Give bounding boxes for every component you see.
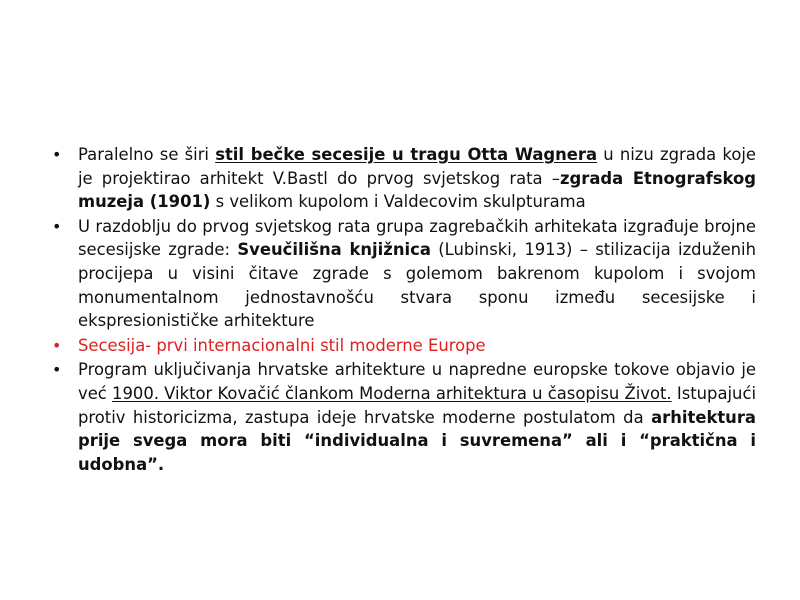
bullet-text: U razdoblju do prvog svjetskog rata grupa zagrebačkih arhitekata izgrađuje brojne secesijske zgrade: <box>78 216 756 260</box>
bullet-item-kovacic-program <box>52 358 756 476</box>
bullet-list <box>52 143 756 477</box>
bullet-emphasis: zgrada Etnografskog muzeja (1901) <box>78 168 757 212</box>
bullet-text-highlight: Secesija- prvi internacionalni stil moderne Europe <box>78 335 486 355</box>
bullet-text: Istupajući protiv historicizma, zastupa ideje hrvatske moderne postulatom da <box>78 383 757 427</box>
bullet-emphasis: arhitektura prije svega mora biti “individualna i suvremena” ali i “praktična i udobna”. <box>78 407 756 474</box>
bullet-item-university-library <box>52 215 756 333</box>
bullet-text: s velikom kupolom i Valdecovim skulpturama <box>210 192 586 212</box>
bullet-text: Paralelno se širi <box>78 145 216 164</box>
bullet-marker: • <box>52 335 62 355</box>
bullet-text: u nizu zgrada koje je projektirao arhitekt V.Bastl do prvog svjetskog rata – <box>78 145 756 188</box>
bullet-item-wagner-secession <box>52 143 756 214</box>
bullet-emphasis: Sveučilišna knjižnica <box>237 240 431 260</box>
bullet-underlined: 1900. Viktor Kovačić člankom Moderna arhitektura u časopisu Život. <box>112 383 672 403</box>
bullet-marker: • <box>52 145 62 164</box>
bullet-text: (Lubinski, 1913) – stilizacija izduženih procijepa u visini čitave zgrade s golemom bakrenom kupolom i svojom monumentalnom jednostavnošću stvara sponu između secesijske i ekspresionističke arhitekture <box>78 240 756 331</box>
bullet-marker: • <box>52 360 62 380</box>
bullet-emphasis: stil bečke secesije u tragu Otta Wagnera <box>215 145 598 164</box>
bullet-text: Program uključivanja hrvatske arhitekture u napredne europske tokove objavio je već <box>78 360 756 403</box>
bullet-marker: • <box>52 216 62 236</box>
bullet-item-secession-style <box>52 334 756 358</box>
